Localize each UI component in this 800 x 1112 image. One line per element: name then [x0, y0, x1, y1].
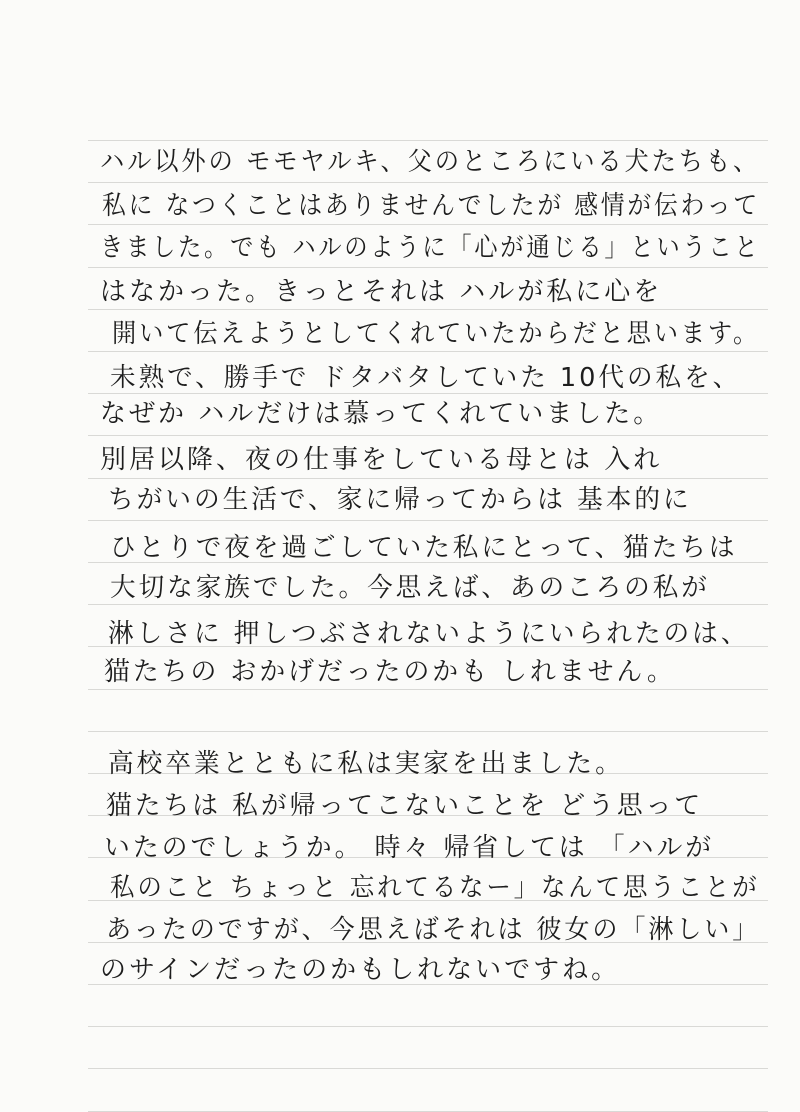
handwritten-line: はなかった。きっとそれは ハルが私に心を — [100, 277, 663, 307]
ruled-line — [88, 140, 768, 141]
handwritten-line: いたのでしょうか。 時々 帰省しては 「ハルが — [104, 833, 715, 863]
ruled-line — [88, 520, 768, 521]
handwritten-line: 猫たちの おかげだったのかも しれません。 — [104, 657, 676, 687]
ruled-line — [88, 267, 768, 268]
handwritten-line: ハル以外の モモヤルキ、父のところにいる犬たちも、 — [100, 147, 761, 177]
handwritten-line: 開いて伝えようとしてくれていたからだと思います。 — [112, 319, 761, 349]
handwritten-line: 別居以降、夜の仕事をしている母とは 入れ — [100, 445, 663, 475]
handwritten-line: あったのですが、今思えばそれは 彼女の「淋しい」 — [106, 915, 761, 945]
handwritten-line: 大切な家族でした。今思えば、あのころの私が — [110, 573, 710, 603]
handwritten-line: 未熟で、勝手で ドタバタしていた 10代の私を、 — [110, 363, 742, 393]
handwritten-line: ひとりで夜を過ごしていた私にとって、猫たちは — [110, 533, 738, 563]
ruled-line — [88, 478, 768, 479]
handwritten-line: のサインだったのかもしれないですね。 — [100, 955, 621, 985]
ruled-line — [88, 182, 768, 183]
handwritten-line: 私に なつくことはありませんでしたが 感情が伝わって — [102, 191, 760, 221]
handwritten-line: 私のこと ちょっと 忘れてるなー」なんて思うことが — [110, 873, 760, 903]
ruled-line — [88, 351, 768, 352]
ruled-line — [88, 224, 768, 225]
handwritten-line: 高校卒業とともに私は実家を出ました。 — [108, 749, 624, 779]
ruled-line — [88, 435, 768, 436]
ruled-line — [88, 1026, 768, 1027]
ruled-line — [88, 1068, 768, 1069]
ruled-line — [88, 309, 768, 310]
handwritten-line: なぜか ハルだけは慕ってくれていました。 — [100, 399, 663, 429]
handwritten-line: 猫たちは 私が帰ってこないことを どう思って — [106, 791, 704, 821]
ruled-line — [88, 689, 768, 690]
handwritten-line: 淋しさに 押しつぶされないようにいられたのは、 — [108, 619, 750, 649]
ruled-line — [88, 731, 768, 732]
handwritten-line: ちがいの生活で、家に帰ってからは 基本的に — [108, 485, 692, 515]
handwritten-line: きました。でも ハルのように「心が通じる」ということ — [100, 233, 761, 263]
